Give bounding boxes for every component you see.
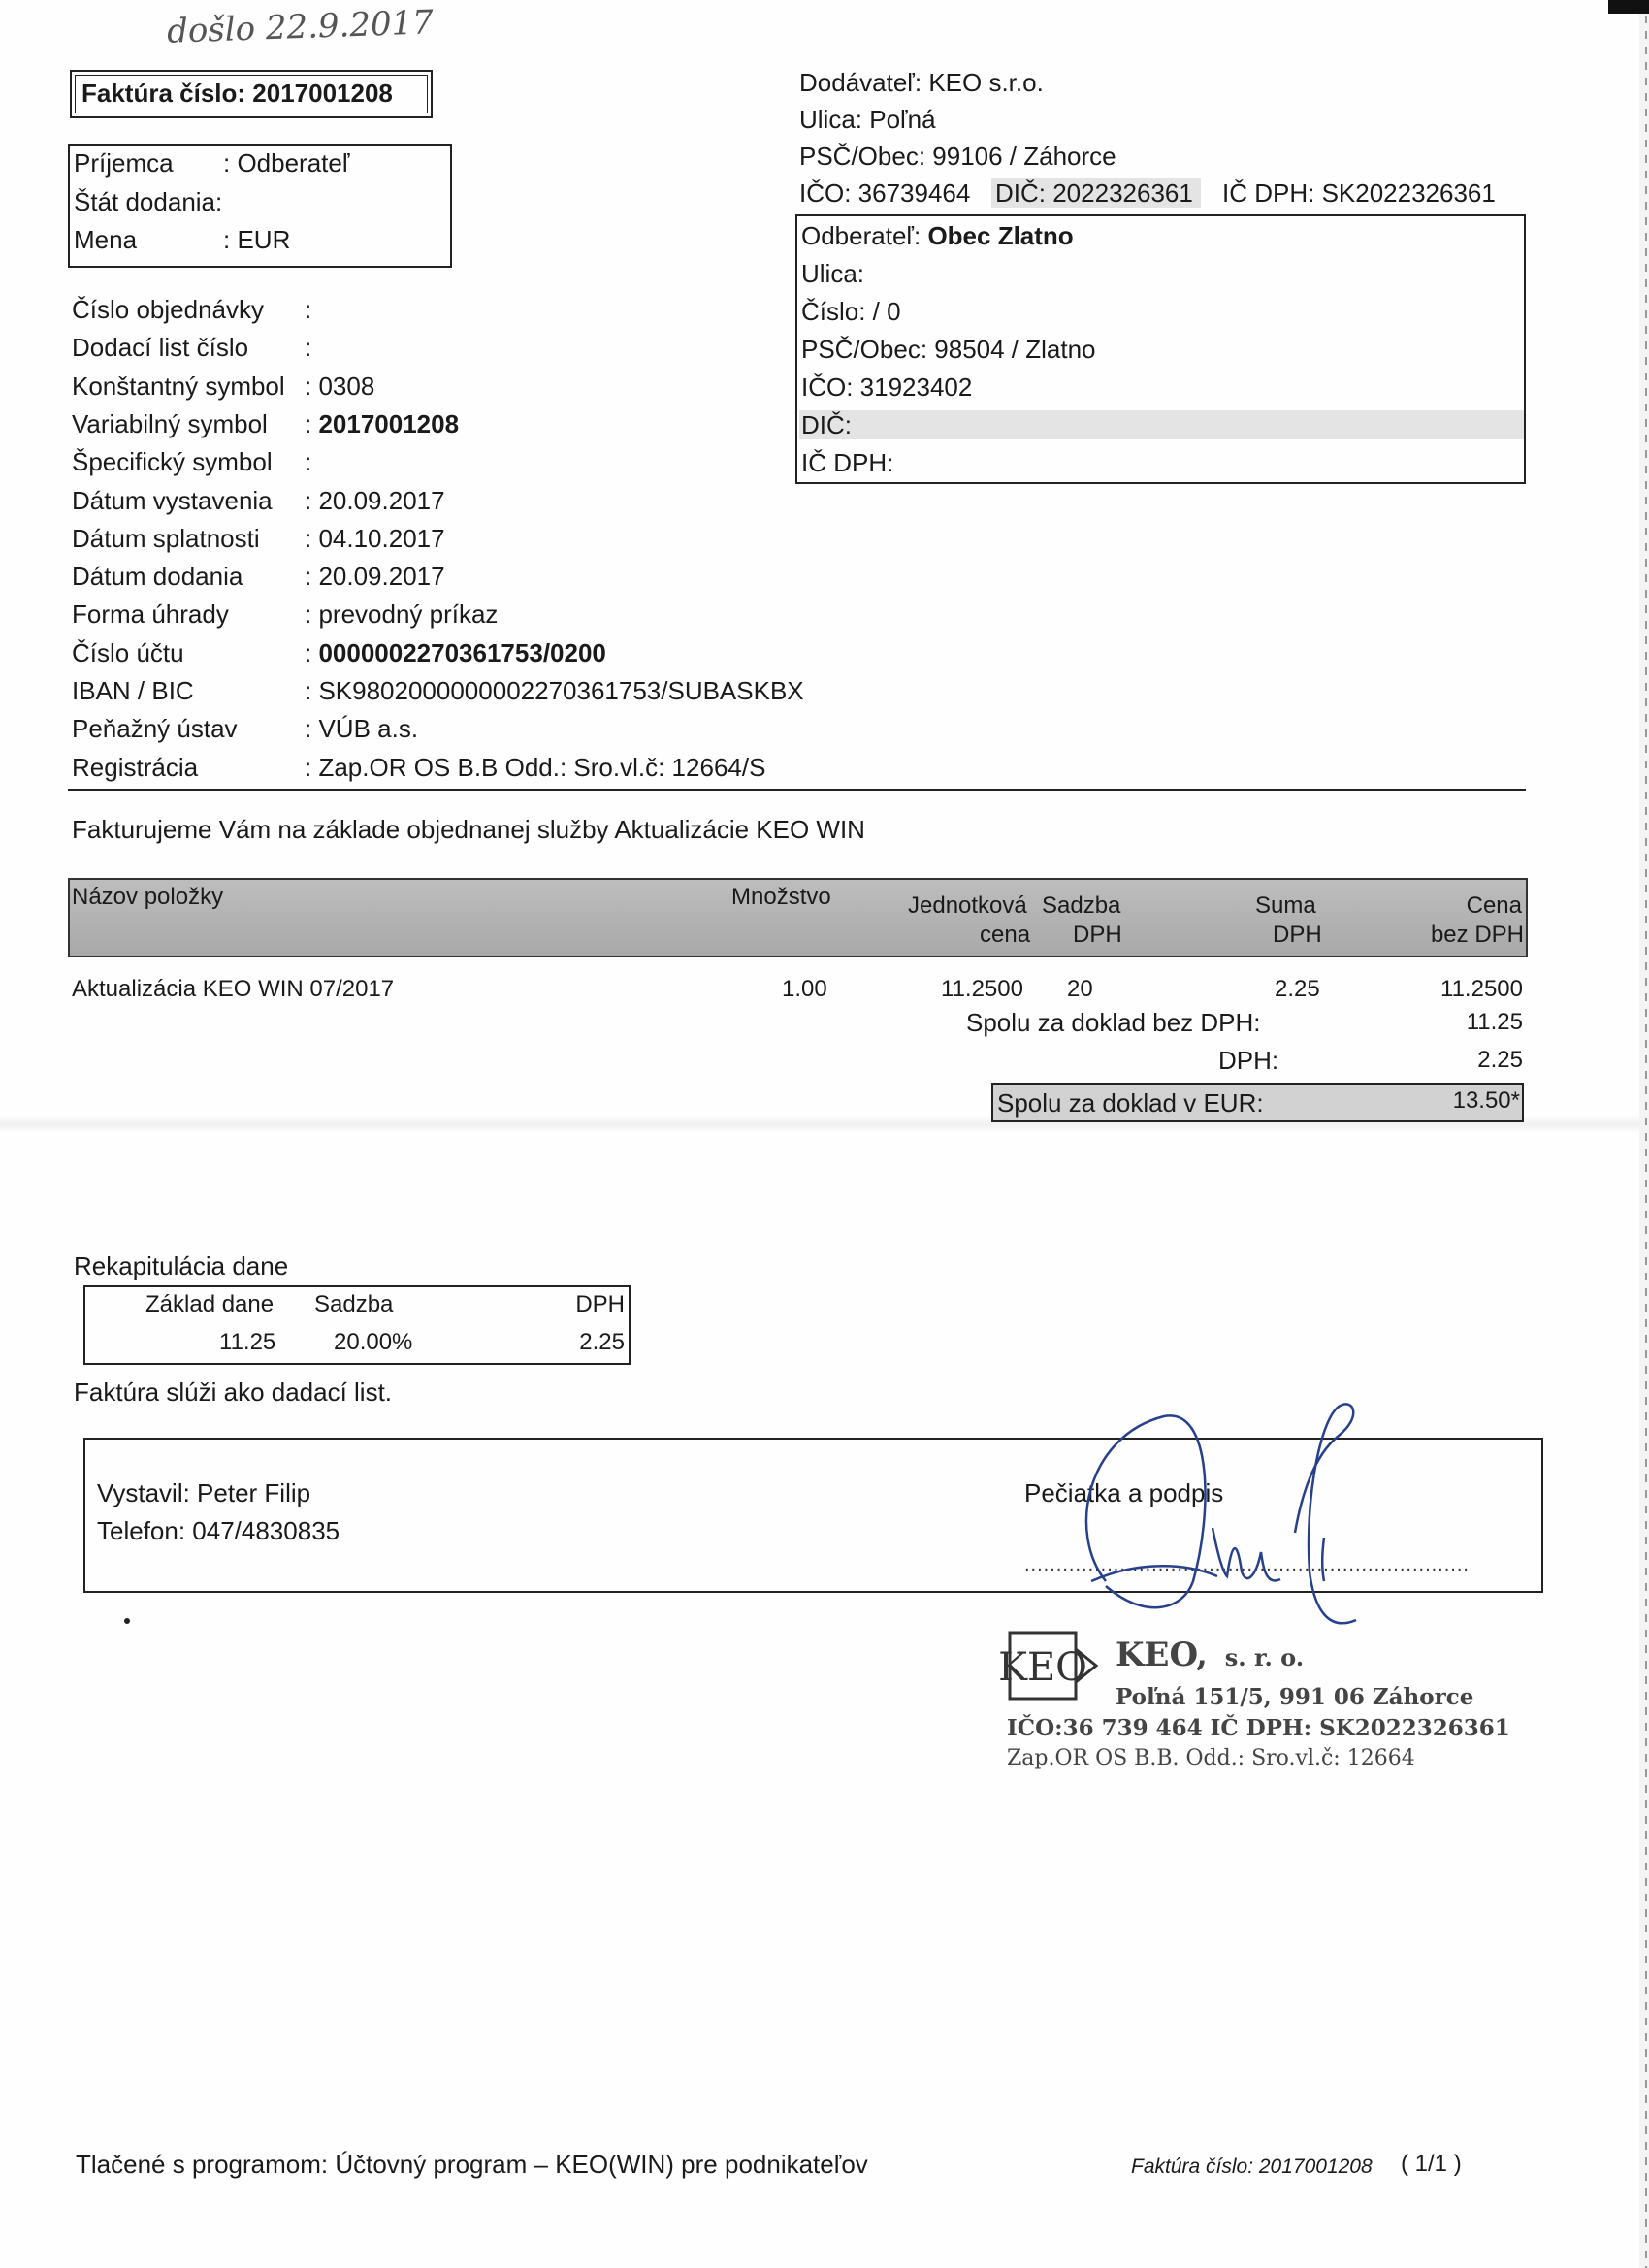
tax-recap-h-vat: DPH <box>575 1291 625 1317</box>
col-qty: Množstvo <box>731 884 831 910</box>
customer-box <box>795 214 1526 484</box>
recipient-label: Príjemca <box>74 148 174 178</box>
svg-text:KEO: KEO <box>998 1645 1087 1690</box>
supplier-name: Dodávateľ: KEO s.r.o. <box>799 68 1044 97</box>
stamp-company: KEO, <box>1116 1636 1208 1674</box>
detail-value-text: : <box>305 333 312 362</box>
recipient-value: : Odberateľ <box>223 148 350 178</box>
tax-recap-table <box>83 1285 630 1365</box>
customer-name-label: Odberateľ: <box>801 221 922 250</box>
detail-value <box>305 295 311 324</box>
page-edge <box>1639 0 1649 2268</box>
scan-corner-mark <box>1608 0 1649 14</box>
detail-label: Konštantný symbol <box>72 372 285 401</box>
detail-value <box>305 753 765 782</box>
handwritten-received-note: došlo 22.9.2017 <box>166 3 435 51</box>
detail-value <box>305 676 804 705</box>
customer-icdph: IČ DPH: <box>801 448 894 477</box>
detail-label: Dátum splatnosti <box>72 524 260 553</box>
detail-value <box>305 638 606 667</box>
grand-total-label: Spolu za doklad v EUR: <box>997 1088 1264 1118</box>
col-vat-sum-1: Suma <box>1255 892 1316 919</box>
item-name: Aktualizácia KEO WIN 07/2017 <box>72 976 395 1002</box>
detail-label: Dodací list číslo <box>72 333 249 362</box>
detail-value <box>305 599 498 629</box>
invoice-title-box <box>70 70 433 118</box>
customer-name-line <box>801 221 1074 250</box>
scan-speck <box>124 1618 130 1624</box>
stamp-address: Poľná 151/5, 991 06 Záhorce <box>1116 1684 1474 1710</box>
intro-text: Fakturujeme Vám na základe objednanej služby Aktualizácie KEO WIN <box>72 815 865 844</box>
tax-recap-h-base: Základ dane <box>146 1291 275 1317</box>
item-vat: 2.25 <box>1275 976 1320 1002</box>
footer-invoice-ref: Faktúra číslo: 2017001208 <box>1131 2155 1373 2178</box>
perforation-line <box>1645 0 1647 2268</box>
detail-value <box>305 486 445 515</box>
detail-value-text: : <box>305 409 319 438</box>
delivery-note-text: Faktúra slúži ako dadací list. <box>74 1377 393 1407</box>
customer-city: PSČ/Obec: 98504 / Zlatno <box>801 335 1096 364</box>
tax-recap-base: 11.25 <box>219 1329 276 1355</box>
detail-value-text: : Zap.OR OS B.B Odd.: Sro.vl.č: 12664/S <box>305 753 766 782</box>
company-stamp <box>998 1626 1510 1770</box>
tax-recap-vat: 2.25 <box>579 1329 625 1355</box>
stamp-registration: Zap.OR OS B.B. Odd.: Sro.vl.č: 12664 <box>1007 1746 1415 1770</box>
grand-total-value: 13.50* <box>1452 1087 1520 1114</box>
recipient-box <box>68 144 452 268</box>
supplier-dic: DIČ: 2022326361 <box>991 178 1201 208</box>
col-price-1: Cena <box>1466 892 1522 919</box>
grand-total-box <box>991 1083 1524 1122</box>
tax-recap-title: Rekapitulácia dane <box>74 1251 289 1280</box>
detail-value <box>305 447 311 476</box>
detail-value-bold: 2017001208 <box>318 409 460 438</box>
col-unit-price-2: cena <box>980 922 1031 948</box>
detail-label: Forma úhrady <box>72 599 229 629</box>
detail-value <box>305 372 374 401</box>
detail-value <box>305 333 311 362</box>
stamp-company-line <box>1116 1636 1304 1674</box>
detail-value-text: : VÚB a.s. <box>305 714 419 743</box>
detail-value-text: : <box>305 638 319 667</box>
supplier-street: Ulica: Poľná <box>799 105 936 134</box>
detail-value <box>305 409 459 438</box>
item-qty: 1.00 <box>782 976 827 1002</box>
invoice-title: Faktúra číslo: 2017001208 <box>81 79 393 108</box>
detail-value-text: : <box>305 295 312 324</box>
detail-value-text: : 0308 <box>305 372 375 401</box>
detail-label: Špecifický symbol <box>72 447 273 476</box>
detail-label: Dátum vystavenia <box>72 486 273 515</box>
customer-number: Číslo: / 0 <box>801 297 901 326</box>
customer-street: Ulica: <box>801 259 865 288</box>
tax-recap-rate: 20.00% <box>334 1329 413 1355</box>
footer-page-number: ( 1/1 ) <box>1401 2151 1462 2177</box>
table-row <box>72 975 1523 1004</box>
supplier-city: PSČ/Obec: 99106 / Záhorce <box>799 142 1116 171</box>
total-without-vat-value: 11.25 <box>1466 1009 1523 1035</box>
total-without-vat-label: Spolu za doklad bez DPH: <box>966 1008 1261 1037</box>
detail-value <box>305 714 418 743</box>
detail-value-text: : <box>305 447 312 476</box>
total-vat-value: 2.25 <box>1477 1047 1523 1073</box>
detail-label: Číslo objednávky <box>72 295 264 324</box>
detail-value-text: : 20.09.2017 <box>305 486 445 515</box>
detail-value <box>305 524 445 553</box>
supplier-icdph: IČ DPH: SK2022326361 <box>1222 178 1496 208</box>
keo-logo-icon <box>998 1630 1104 1701</box>
country-label: Štát dodania: <box>74 187 223 216</box>
item-rate: 20 <box>1067 976 1093 1002</box>
issued-by: Vystavil: Peter Filip <box>97 1478 311 1507</box>
supplier-ico: IČO: 36739464 <box>799 178 971 208</box>
currency-value: : EUR <box>223 225 291 254</box>
currency-label: Mena <box>74 225 138 254</box>
detail-label: IBAN / BIC <box>72 676 194 705</box>
stamp-company-suffix: s. r. o. <box>1224 1643 1305 1671</box>
detail-value-text: : SK9802000000002270361753/SUBASKBX <box>305 676 804 705</box>
item-unit-price: 11.2500 <box>941 976 1023 1002</box>
detail-value-text: : prevodný príkaz <box>305 599 499 629</box>
handwritten-signature <box>1048 1377 1397 1649</box>
total-vat-label: DPH: <box>1218 1046 1279 1075</box>
detail-label: Registrácia <box>72 753 199 782</box>
stamp-ids: IČO:36 739 464 IČ DPH: SK2022326361 <box>1007 1715 1510 1741</box>
col-rate-2: DPH <box>1073 922 1122 948</box>
col-vat-sum-2: DPH <box>1273 922 1322 948</box>
col-price-2: bez DPH <box>1430 922 1524 948</box>
detail-value-text: : 20.09.2017 <box>305 562 445 591</box>
detail-label: Peňažný ústav <box>72 714 238 743</box>
detail-label: Číslo účtu <box>72 638 184 667</box>
detail-label: Dátum dodania <box>72 562 243 591</box>
signature-dotted-line: ...................................................................... <box>1024 1554 1470 1575</box>
col-item: Názov položky <box>72 884 224 910</box>
detail-value-bold: 0000002270361753/0200 <box>318 638 606 667</box>
detail-value-text: : 04.10.2017 <box>305 524 445 553</box>
col-rate-1: Sadzba <box>1042 892 1121 919</box>
items-table-header <box>68 878 1528 957</box>
customer-dic: DIČ: <box>799 410 1524 439</box>
customer-ico: IČO: 31923402 <box>801 373 973 402</box>
detail-label: Variabilný symbol <box>72 409 268 438</box>
issuer-phone: Telefon: 047/4830835 <box>97 1516 340 1545</box>
stamp-signature-label: Pečiatka a podpis <box>1024 1478 1224 1507</box>
col-unit-price-1: Jednotková <box>908 892 1027 919</box>
detail-value <box>305 562 445 591</box>
details-divider <box>68 789 1526 791</box>
item-price: 11.2500 <box>1440 976 1523 1002</box>
footer-printed-with: Tlačené s programom: Účtovný program – KEO(WIN) pre podnikateľov <box>76 2150 868 2179</box>
tax-recap-h-rate: Sadzba <box>314 1291 394 1317</box>
customer-name: Obec Zlatno <box>927 221 1074 250</box>
